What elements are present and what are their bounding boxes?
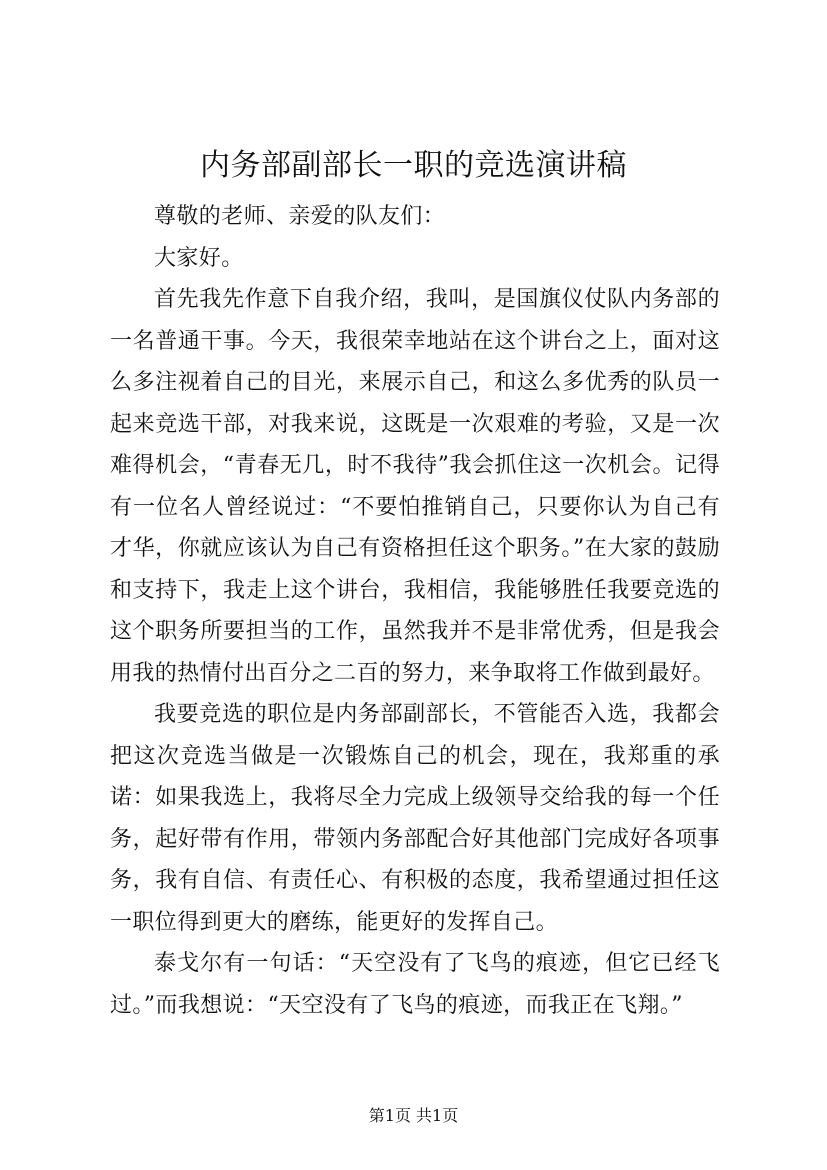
commitment-paragraph: 我要竞选的职位是内务部副部长，不管能否入选，我都会把这次竞选当做是一次锻炼自己的机会，现在，我郑重的承诺：如果我选上，我将尽全力完成上级领导交给我的每一个任务，起好带有作用，带领内务部配合好其他部门完成好各项事务，我有自信、有责任心、有积极的态度，我希望通过担任这一职位得到更大的磨练，能更好的发挥自己。	[110, 702, 720, 935]
introduction-paragraph: 首先我先作意下自我介绍，我叫，是国旗仪仗队内务部的一名普通干事。今天，我很荣幸地站在这个讲台之上，面对这么多注视着自己的目光，来展示自己，和这么多优秀的队员一起来竞选干部，对我来说，这既是一次艰难的考验，又是一次难得机会，“青春无几，时不我待”我会抓住这一次机会。记得有一位名人曾经说过：“不要怕推销自己，只要你认为自己有才华，你就应该认为自己有资格担任这个职务。”在大家的鼓励和支持下，我走上这个讲台，我相信，我能够胜任我要竞选的这个职务所要担当的工作，虽然我并不是非常优秀，但是我会用我的热情付出百分之二百的努力，来争取将工作做到最好。	[110, 287, 720, 686]
hello-paragraph: 大家好。	[154, 245, 244, 271]
document-title: 内务部副部长一职的竞选演讲稿	[200, 148, 627, 183]
document-body	[110, 196, 720, 1026]
closing-quote-paragraph: 泰戈尔有一句话：“天空没有了飞鸟的痕迹，但它已经飞过。”而我想说：“天空没有了飞鸟的痕迹，而我正在飞翔。”	[110, 951, 720, 1018]
greeting-paragraph: 尊敬的老师、亲爱的队友们：	[154, 204, 446, 229]
page-footer: 第1页 共1页	[368, 1106, 459, 1125]
